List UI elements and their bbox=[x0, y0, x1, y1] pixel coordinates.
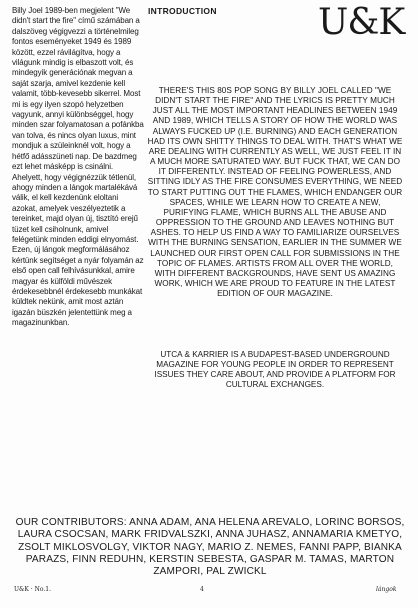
section-title: INTRODUCTION bbox=[148, 6, 217, 16]
footer-theme: lángok bbox=[376, 586, 397, 593]
hungarian-intro-text: Billy Joel 1989-ben megjelent "We didn't start the fire" című számában a dalszöveg végigvezzi a történelmileg fontos eseményeket 1949 és 1989 között, ezzel rávilágítva, hogy a világunk mindig is elbaszott volt, és mindegyik generációnak megvan a saját szarja, amivel kezdenie kell valamit, több-kevesebb sikerrel. Most mi is egy ilyen szopó helyzetben vagyunk, annyi különbséggel, hogy minden szar folyamatosan a pofánkba van tolva, és nincs olyan luxus, mint mondjuk a szüleinknél volt, hogy a hétfő adásszüneti nap. De bazdmeg ezt lehet másképp is csinálni. Ahelyett, hogy végignézzük tétlenül, ahogy minden a lángok martalékává válik, el kell kezdenünk eloltani azokat, amelyek veszélyeztetik a tereinket, majd olyan új, tisztító erejű tüzet kell csiholnunk, amivel felégetünk minden eddigi elnyomást. Ezen, új lángok megformálásához kértünk segítséget a nyár folyamán az első open call felhívásunkkal, amire magyar és külföldi művészek érdekesebbnél érdekesebb munkákat küldtek nekünk, amit most aztán igazán büszkén jelentettünk meg a magazinunkban. bbox=[12, 6, 144, 328]
english-intro-text: THERE'S THIS 80S POP SONG BY BILLY JOEL CALLED "WE DIDN'T START THE FIRE" AND THE LYRICS IS PRETTY MUCH JUST ALL THE MOST IMPORTANT HEADLINES BETWEEN 1949 AND 1989, WHICH TELLS A STORY OF HOW THE WORLD WAS ALWAYS FUCKED UP (I.E. BURNING) AND EACH GENERATION HAD ITS OWN SHITTY THINGS TO DEAL WITH. THAT'S WHAT WE ARE DEALING WITH CURRENTLY AS WELL, WE JUST FEEL IT IN A MUCH MORE SATURATED WAY. BUT FUCK THAT, WE CAN DO IT DIFFERENTLY. INSTEAD OF FEELING POWERLESS, AND SITTING IDLY AS THE FIRE CONSUMES EVERYTHING, WE NEED TO START PUTTING OUT THE FLAMES, WHICH ENDANGER OUR SPACES, WHILE WE LEARN HOW TO CREATE A NEW, PURIFYING FLAME, WHICH BURNS ALL THE ABUSE AND OPPRESSION TO THE GROUND AND LEAVES NOTHING BUT ASHES. TO HELP US FIND A WAY TO FAMILIARIZE OURSELVES WITH THE BURNING SENSATION, EARLIER IN THE SUMMER WE LAUNCHED OUR FIRST OPEN CALL FOR SUBMISSIONS IN THE TOPIC OF FLAMES. ARTISTS FROM ALL OVER THE WORLD, WITH DIFFERENT BACKGROUNDS, HAVE SENT US AMAZING WORK, WHICH WE ARE PROUD TO FEATURE IN THE LATEST EDITION OF OUR MAGAZINE. bbox=[147, 86, 403, 299]
contributors-list: OUR CONTRIBUTORS: ANNA ADAM, ANA HELENA AREVALO, LORINC BORSOS, LAURA CSOCSAN, MARK FRIDVALSZKI, ANNA JUHASZ, ANNAMARIA KMETYO, ZSOLT MIKLOSVOLGY, VIKTOR NAGY, MARIO Z. NEMES, FANNI PAPP, BIANKA PARAZS, FINN REDUHN, KERSTIN SEBESTA, GASPAR M. TAMAS, MARTON ZAMPORI, PAL ZWICKL bbox=[15, 517, 405, 578]
magazine-logo: U&K bbox=[318, 2, 405, 43]
page-number: 4 bbox=[200, 586, 204, 593]
magazine-tagline: UTCA & KARRIER IS A BUDAPEST-BASED UNDERGROUND MAGAZINE FOR YOUNG PEOPLE IN ORDER TO REPRESENT ISSUES THEY CARE ABOUT, AND PROVIDE A PLATFORM FOR CULTURAL EXCHANGES. bbox=[154, 350, 396, 390]
footer-issue: U&K · No.1. bbox=[14, 586, 51, 593]
